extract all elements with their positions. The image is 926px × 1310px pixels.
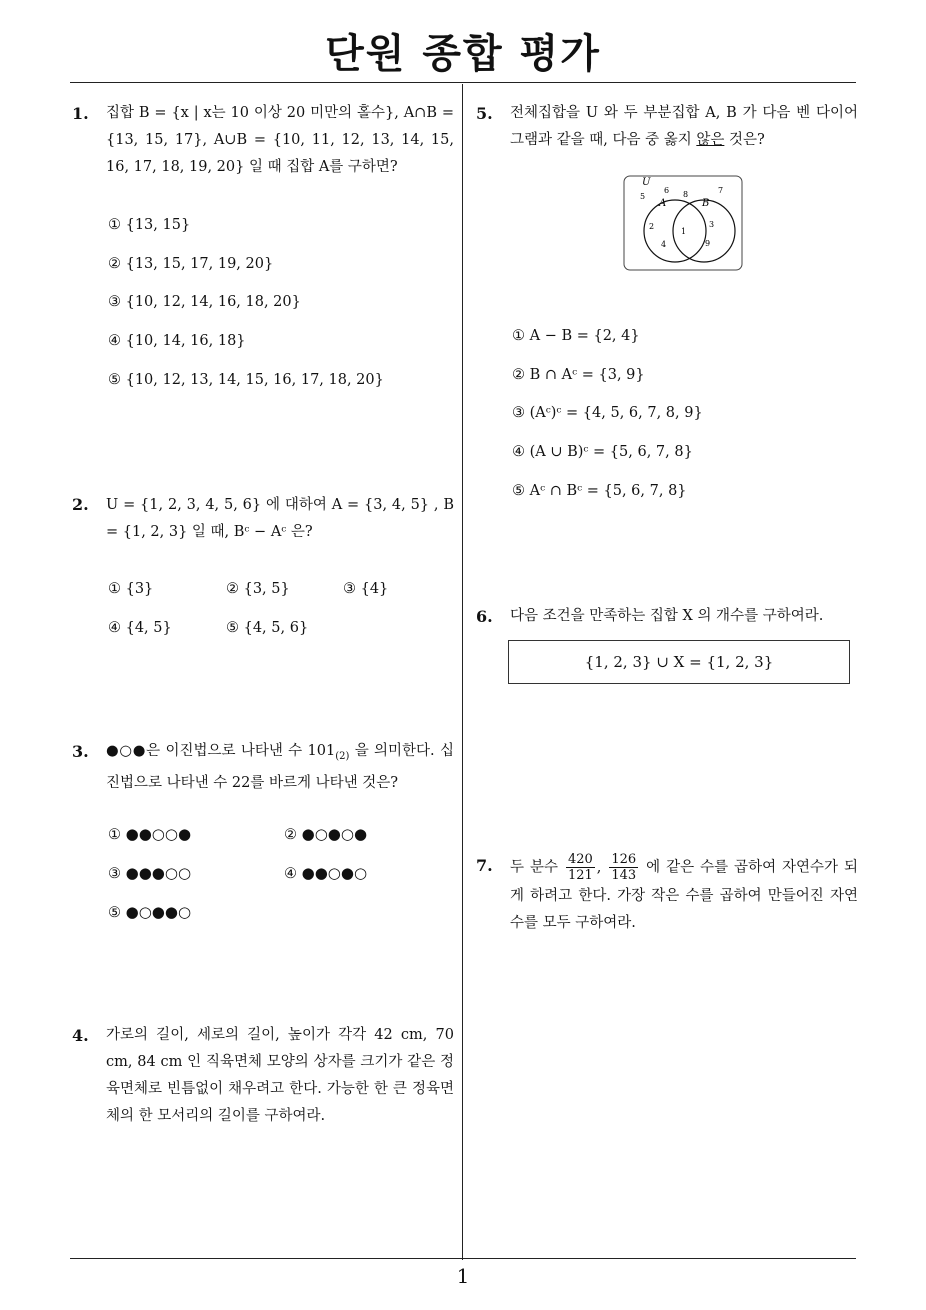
denominator: 143 [611, 868, 637, 883]
question-3 [106, 738, 454, 797]
question-number: 5. [476, 104, 493, 123]
answer-option[interactable]: ⑤ {10, 12, 13, 14, 15, 16, 17, 18, 20} [108, 372, 384, 388]
page-number: 1 [456, 1264, 470, 1288]
answer-option[interactable]: ② {3, 5} [226, 581, 290, 597]
answer-option[interactable]: ① {13, 15} [108, 217, 191, 233]
answer-option[interactable]: ⑤ {4, 5, 6} [226, 620, 309, 636]
element: 8 [683, 190, 689, 199]
question-5 [510, 100, 858, 154]
element: 6 [664, 186, 670, 195]
question-number: 3. [72, 742, 89, 761]
question-text: 집합 B = {x | x는 10 이상 20 미만의 홀수}, A∩B = {13, 15, 17}, A∪B = {10, 11, 12, 13, 14, 15, 16, 17, 18, 19, 20} 일 때 집합 A를 구하면? [106, 105, 454, 175]
option-label: ③ [108, 866, 121, 882]
binary-dots: ●●○●○ [301, 864, 368, 882]
answer-option[interactable]: ⑤ Aᶜ ∩ Bᶜ = {5, 6, 7, 8} [512, 483, 687, 499]
label-a: A [659, 198, 667, 209]
answer-option[interactable]: ② {13, 15, 17, 19, 20} [108, 256, 274, 272]
question-6 [510, 603, 858, 630]
element: 7 [718, 186, 724, 195]
element: 3 [709, 220, 715, 229]
base-subscript: (2) [335, 750, 350, 762]
option-label: ② [284, 827, 297, 843]
answer-option[interactable] [108, 863, 191, 884]
answer-option[interactable]: ① {3} [108, 581, 154, 597]
answer-option[interactable] [108, 824, 191, 845]
option-label: ⑤ [108, 905, 121, 921]
question-number: 4. [72, 1026, 89, 1045]
binary-dots: ●○●○● [301, 825, 368, 843]
option-label: ① [108, 827, 121, 843]
set-a-circle [644, 200, 706, 262]
question-number: 2. [72, 495, 89, 514]
question-4 [106, 1022, 454, 1130]
question-text: 을 의미한다. 십진법으로 나타낸 수 22를 바르게 나타낸 것은? [106, 743, 454, 791]
binary-dots: ●○●●○ [125, 903, 192, 921]
answer-option[interactable] [284, 863, 367, 884]
element: 9 [705, 239, 711, 248]
answer-option[interactable] [284, 824, 367, 845]
top-rule [70, 82, 856, 83]
question-text: ●○●은 이진법으로 나타낸 수 101 [106, 743, 336, 759]
question-2 [106, 492, 454, 546]
question-number: 1. [72, 104, 89, 123]
answer-option[interactable]: ③ {4} [343, 581, 389, 597]
denominator: 121 [567, 868, 593, 883]
answer-option[interactable]: ③ {10, 12, 14, 16, 18, 20} [108, 294, 301, 310]
question-7: 두 분수 $\frac{420}{121}$ , $\frac{126}{143}$ 에 같은 수를 곱하여 자연수가 되게 하려고 한다. 가장 작은 수를 곱하여 만들어진 자연수를 모두 구하여라. [510, 852, 859, 931]
element: 2 [649, 222, 655, 231]
question-text: 에 같은 수를 곱하여 자연수가 되게 하려고 한다. 가장 작은 수를 곱하여 만들어진 자연수를 모두 구하여라. [510, 859, 859, 931]
answer-option[interactable]: ② B ∩ Aᶜ = {3, 9} [512, 367, 645, 383]
question-1 [106, 100, 454, 181]
answer-option[interactable]: ④ {10, 14, 16, 18} [108, 333, 246, 349]
question-text: U = {1, 2, 3, 4, 5, 6} 에 대하여 A = {3, 4, 5} , B = {1, 2, 3} 일 때, Bᶜ − Aᶜ 은? [106, 497, 454, 540]
fraction [566, 852, 595, 883]
answer-option[interactable]: ④ (A ∪ B)ᶜ = {5, 6, 7, 8} [512, 444, 693, 460]
element: 4 [661, 240, 667, 249]
fraction [609, 852, 638, 883]
emphasis-text: 않은 [696, 132, 725, 148]
question-number: 7. [476, 856, 493, 875]
label-u: U [642, 177, 651, 188]
question-text: 두 분수 [510, 859, 558, 876]
label-b: B [702, 198, 710, 209]
answer-option[interactable]: ④ {4, 5} [108, 620, 172, 636]
element: 1 [681, 227, 687, 236]
page-title: 단원 종합 평가 [325, 31, 601, 77]
answer-option[interactable]: ③ (Aᶜ)ᶜ = {4, 5, 6, 7, 8, 9} [512, 405, 703, 421]
column-divider [462, 84, 463, 1260]
binary-dots: ●●○○● [125, 825, 192, 843]
venn-diagram [620, 172, 746, 274]
question-text: 것은? [724, 132, 765, 148]
binary-dots: ●●●○○ [125, 864, 192, 882]
question-text: 전체집합을 U 와 두 부분집합 A, B 가 다음 벤 다이어그램과 같을 때, 다음 중 옳지 [510, 105, 858, 148]
element: 5 [640, 192, 646, 201]
option-label: ④ [284, 866, 297, 882]
numerator: 126 [611, 852, 637, 867]
condition-box: {1, 2, 3} ∪ X = {1, 2, 3} [508, 640, 850, 684]
question-text: 가로의 길이, 세로의 길이, 높이가 각각 42 cm, 70 cm, 84 cm 인 직육면체 모양의 상자를 크기가 같은 정육면체로 빈틈없이 채우려고 한다. 가능한 한 큰 정육면체의 한 모서리의 길이를 구하여라. [106, 1027, 454, 1124]
answer-option[interactable]: ① A − B = {2, 4} [512, 328, 640, 344]
question-text: 다음 조건을 만족하는 집합 X 의 개수를 구하여라. [510, 608, 824, 624]
bottom-rule [70, 1258, 856, 1259]
answer-option[interactable] [108, 902, 191, 923]
numerator: 420 [567, 852, 593, 867]
question-number: 6. [476, 607, 493, 626]
